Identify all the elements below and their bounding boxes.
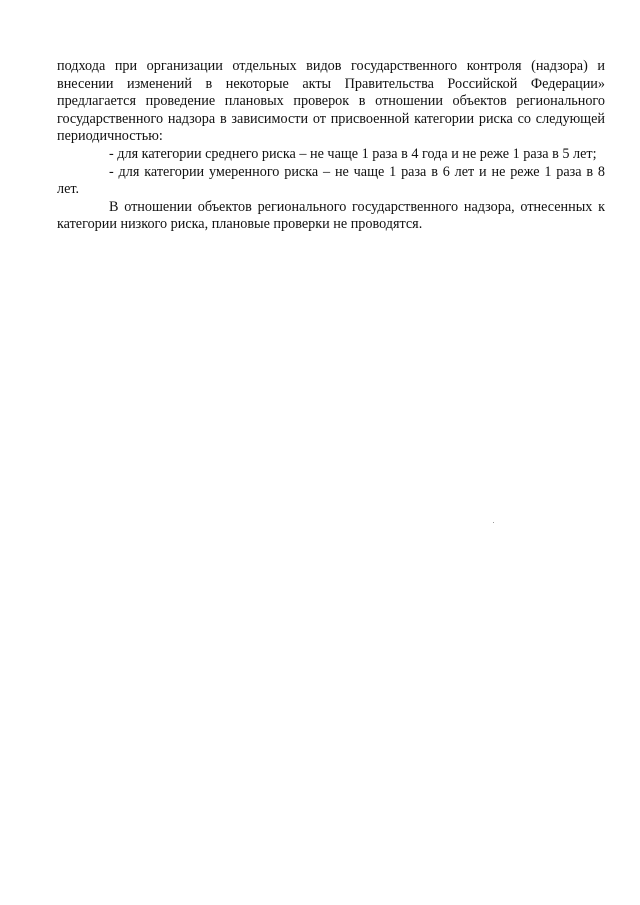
paragraph-moderate-risk: - для категории умеренного риска – не чаще 1 раза в 6 лет и не реже 1 раза в 8 лет. [57, 163, 605, 198]
scan-artifact [493, 522, 494, 523]
paragraph-intro: подхода при организации отдельных видов государственного контроля (надзора) и внесении изменений в некоторые акты Правительства Российской Федерации» предлагается проведение плановых проверок в отношении объектов регионального государственного надзора в зависимости от присвоенной категории риска со следующей периодичностью: [57, 58, 605, 145]
document-body [57, 58, 605, 234]
paragraph-low-risk: В отношении объектов регионального государственного надзора, отнесенных к категории низкого риска, плановые проверки не проводятся. [57, 198, 605, 233]
paragraph-medium-risk: - для категории среднего риска – не чаще 1 раза в 4 года и не реже 1 раза в 5 лет; [109, 145, 597, 162]
